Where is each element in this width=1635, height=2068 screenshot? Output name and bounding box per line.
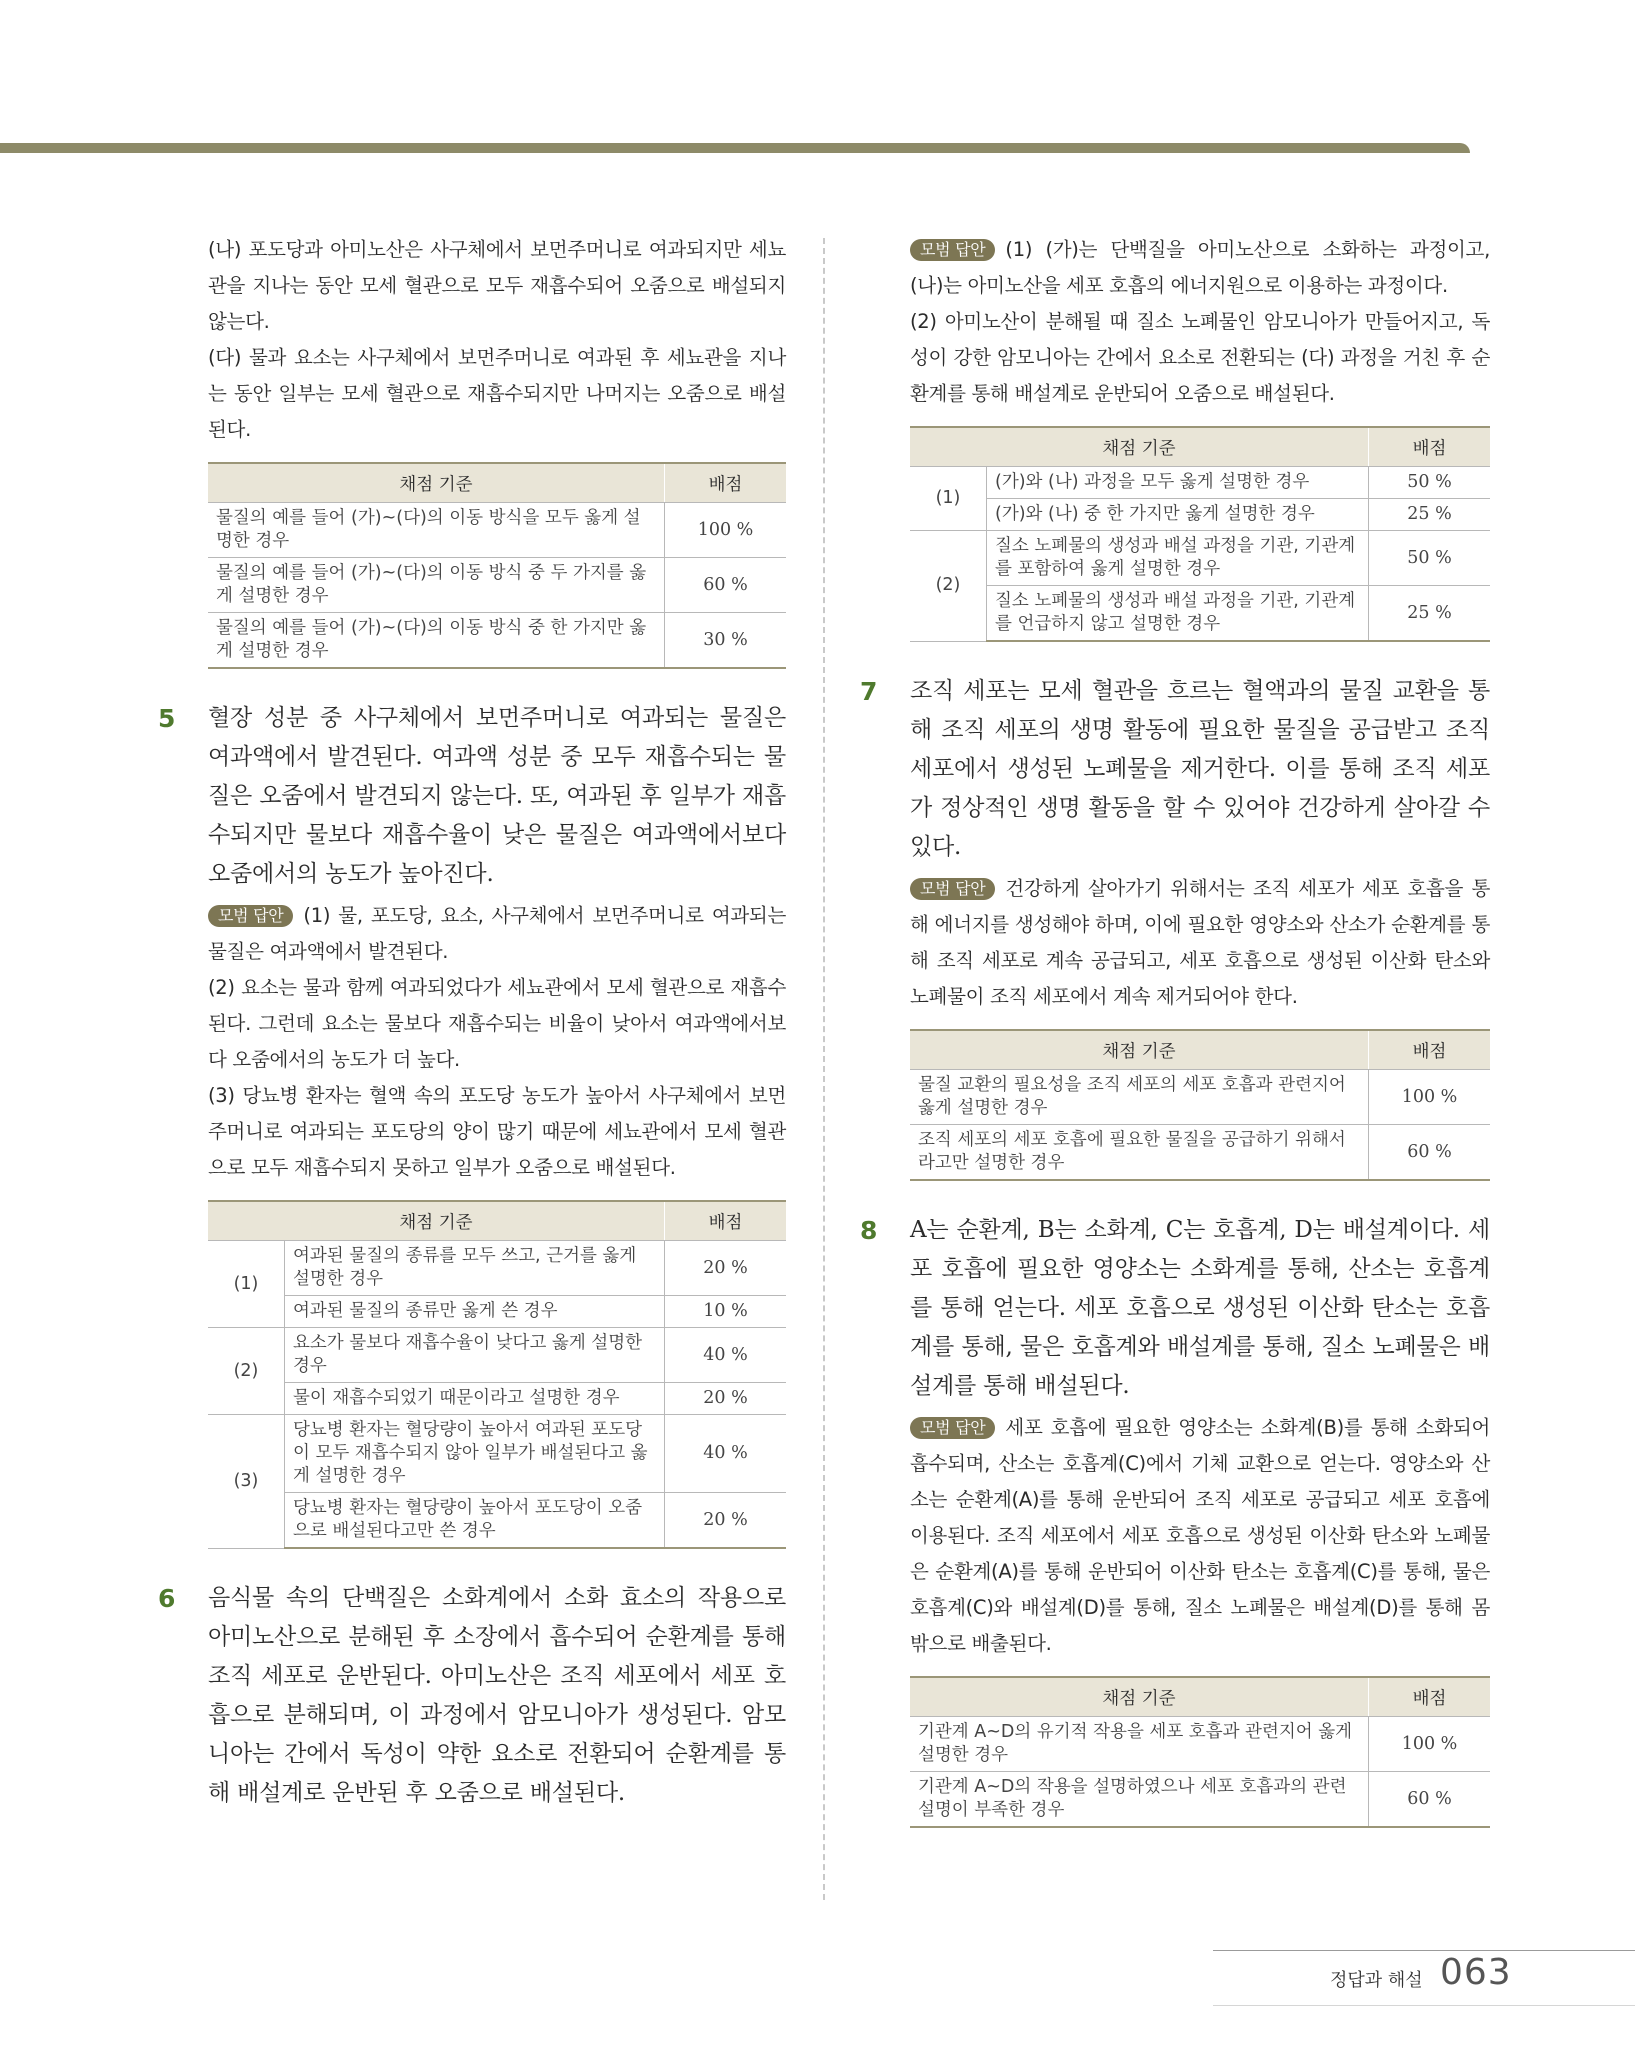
score-cell: 30 % bbox=[665, 613, 787, 669]
score-cell: 60 % bbox=[665, 558, 787, 613]
criteria-cell: 당뇨병 환자는 혈당량이 높아서 여과된 포도당이 모두 재흡수되지 않아 일부가 배설된다고 옳게 설명한 경우 bbox=[285, 1415, 665, 1493]
question-number: 6 bbox=[158, 1584, 176, 1613]
question-8 bbox=[860, 1211, 1490, 1828]
group-label: (1) bbox=[208, 1241, 285, 1328]
criteria-cell: 조직 세포의 세포 호흡에 필요한 물질을 공급하기 위해서라고만 설명한 경우 bbox=[910, 1125, 1369, 1181]
table-row bbox=[208, 1493, 786, 1549]
question-7 bbox=[860, 672, 1490, 1181]
criteria-cell: 기관계 A~D의 작용을 설명하였으나 세포 호흡과의 관련 설명이 부족한 경우 bbox=[910, 1772, 1369, 1828]
grading-table-q7 bbox=[910, 1029, 1490, 1181]
table-row bbox=[208, 1296, 786, 1328]
question-number: 7 bbox=[860, 677, 878, 706]
score-cell: 60 % bbox=[1369, 1125, 1491, 1181]
question-6 bbox=[158, 1579, 786, 1813]
question-text: 조직 세포는 모세 혈관을 흐르는 혈액과의 물질 교환을 통해 조직 세포의 생명 활동에 필요한 물질을 공급받고 조직 세포에서 생성된 노폐물을 제거한다. 이를 통해 조직 세포가 정상적인 생명 활동을 할 수 있어야 건강하게 살아갈 수 있다. bbox=[910, 678, 1490, 860]
criteria-cell: 물질의 예를 들어 (가)~(다)의 이동 방식 중 한 가지만 옳게 설명한 경우 bbox=[208, 613, 665, 669]
table-row bbox=[208, 613, 786, 669]
question-text: A는 순환계, B는 소화계, C는 호흡계, D는 배설계이다. 세포 호흡에 필요한 영양소는 소화계를 통해, 산소는 호흡계를 통해 얻는다. 세포 호흡으로 생성된 이산화 탄소는 호흡계를 통해, 물은 호흡계와 배설계를 통해, 질소 노폐물은 배설계를 통해 배설된다. bbox=[910, 1217, 1490, 1399]
question-number: 8 bbox=[860, 1216, 878, 1245]
criteria-cell: (가)와 (나) 과정을 모두 옳게 설명한 경우 bbox=[987, 467, 1369, 499]
criteria-cell: 물질 교환의 필요성을 조직 세포의 세포 호흡과 관련지어 옳게 설명한 경우 bbox=[910, 1070, 1369, 1125]
criteria-cell: 물질의 예를 들어 (가)~(다)의 이동 방식을 모두 옳게 설명한 경우 bbox=[208, 503, 665, 558]
score-cell: 50 % bbox=[1369, 531, 1491, 586]
question-text: 혈장 성분 중 사구체에서 보먼주머니로 여과되는 물질은 여과액에서 발견된다. 여과액 성분 중 모두 재흡수되는 물질은 오줌에서 발견되지 않는다. 또, 여과된 후 일부가 재흡수되지만 물보다 재흡수율이 낮은 물질은 여과액에서보다 오줌에서의 농도가 높아진다. bbox=[208, 705, 786, 887]
criteria-cell: 당뇨병 환자는 혈당량이 높아서 포도당이 오줌으로 배설된다고만 쓴 경우 bbox=[285, 1493, 665, 1549]
left-column bbox=[158, 232, 786, 1813]
score-cell: 25 % bbox=[1369, 586, 1491, 642]
model-answer-badge: 모범 답안 bbox=[910, 1417, 995, 1439]
grading-table-q5 bbox=[208, 1200, 786, 1549]
model-answer-badge: 모범 답안 bbox=[910, 878, 995, 900]
footer-rule bbox=[1213, 1950, 1635, 1951]
answer-line: (1) (가)는 단백질을 아미노산으로 소화하는 과정이고, (나)는 아미노산을 세포 호흡의 에너지원으로 이용하는 과정이다. bbox=[910, 238, 1490, 297]
table-header-score: 배점 bbox=[1369, 427, 1491, 467]
answer-line: (3) 당뇨병 환자는 혈액 속의 포도당 농도가 높아서 사구체에서 보먼주머니로 여과되는 포도당의 양이 많기 때문에 세뇨관에서 모세 혈관으로 모두 재흡수되지 못하고 일부가 오줌으로 배설된다. bbox=[208, 1084, 786, 1179]
table-row bbox=[910, 499, 1490, 531]
score-cell: 25 % bbox=[1369, 499, 1491, 531]
answer-line: 건강하게 살아가기 위해서는 조직 세포가 세포 호흡을 통해 에너지를 생성해야 하며, 이에 필요한 영양소와 산소가 순환계를 통해 조직 세포로 계속 공급되고, 세포 호흡으로 생성된 이산화 탄소와 노폐물이 조직 세포에서 계속 제거되어야 한다. bbox=[910, 877, 1490, 1008]
score-cell: 100 % bbox=[665, 503, 787, 558]
group-label: (1) bbox=[910, 467, 987, 531]
table-row bbox=[208, 1383, 786, 1415]
score-cell: 40 % bbox=[665, 1415, 787, 1493]
page-number: 063 bbox=[1440, 1952, 1512, 1993]
score-cell: 100 % bbox=[1369, 1717, 1491, 1772]
table-row bbox=[910, 1717, 1490, 1772]
column-divider bbox=[823, 238, 825, 1900]
score-cell: 20 % bbox=[665, 1493, 787, 1549]
table-header-criteria: 채점 기준 bbox=[910, 1677, 1369, 1717]
score-cell: 20 % bbox=[665, 1241, 787, 1296]
score-cell: 60 % bbox=[1369, 1772, 1491, 1828]
criteria-cell: 물이 재흡수되었기 때문이라고 설명한 경우 bbox=[285, 1383, 665, 1415]
table-header-score: 배점 bbox=[665, 1201, 787, 1241]
table-header-score: 배점 bbox=[1369, 1030, 1491, 1070]
table-row bbox=[208, 1328, 786, 1383]
intro-para-na: (나) 포도당과 아미노산은 사구체에서 보먼주머니로 여과되지만 세뇨관을 지나는 동안 모세 혈관으로 모두 재흡수되어 오줌으로 배설되지 않는다. bbox=[208, 238, 786, 333]
criteria-cell: 여과된 물질의 종류만 옳게 쓴 경우 bbox=[285, 1296, 665, 1328]
table-row bbox=[910, 531, 1490, 586]
intro-para-da: (다) 물과 요소는 사구체에서 보먼주머니로 여과된 후 세뇨관을 지나는 동안 일부는 모세 혈관으로 재흡수되지만 나머지는 오줌으로 배설된다. bbox=[208, 346, 786, 441]
top-rule bbox=[0, 143, 1470, 153]
table-row bbox=[208, 503, 786, 558]
answer-line: (1) 물, 포도당, 요소, 사구체에서 보먼주머니로 여과되는 물질은 여과액에서 발견된다. bbox=[208, 904, 786, 963]
model-answer-badge: 모범 답안 bbox=[910, 239, 995, 261]
table-row bbox=[910, 1125, 1490, 1181]
table-header-criteria: 채점 기준 bbox=[208, 463, 665, 503]
group-label: (3) bbox=[208, 1415, 285, 1549]
table-row bbox=[208, 1241, 786, 1296]
table-row bbox=[910, 586, 1490, 642]
group-label: (2) bbox=[910, 531, 987, 642]
question-number: 5 bbox=[158, 704, 176, 733]
criteria-cell: 기관계 A~D의 유기적 작용을 세포 호흡과 관련지어 옳게 설명한 경우 bbox=[910, 1717, 1369, 1772]
score-cell: 20 % bbox=[665, 1383, 787, 1415]
grading-table-q8 bbox=[910, 1676, 1490, 1828]
table-row bbox=[208, 1415, 786, 1493]
group-label: (2) bbox=[208, 1328, 285, 1415]
criteria-cell: 물질의 예를 들어 (가)~(다)의 이동 방식 중 두 가지를 옳게 설명한 경우 bbox=[208, 558, 665, 613]
table-header-criteria: 채점 기준 bbox=[910, 1030, 1369, 1070]
question-text: 음식물 속의 단백질은 소화계에서 소화 효소의 작용으로 아미노산으로 분해된 후 소장에서 흡수되어 순환계를 통해 조직 세포로 운반된다. 아미노산은 조직 세포에서 세포 호흡으로 분해되며, 이 과정에서 암모니아가 생성된다. 암모니아는 간에서 독성이 약한 요소로 전환되어 순환계를 통해 배설계로 운반된 후 오줌으로 배설된다. bbox=[208, 1585, 786, 1806]
right-column bbox=[860, 232, 1490, 1850]
criteria-cell: (가)와 (나) 중 한 가지만 옳게 설명한 경우 bbox=[987, 499, 1369, 531]
table-header-score: 배점 bbox=[665, 463, 787, 503]
criteria-cell: 요소가 물보다 재흡수율이 낮다고 옳게 설명한 경우 bbox=[285, 1328, 665, 1383]
score-cell: 10 % bbox=[665, 1296, 787, 1328]
criteria-cell: 질소 노폐물의 생성과 배설 과정을 기관, 기관계를 언급하지 않고 설명한 경우 bbox=[987, 586, 1369, 642]
table-row bbox=[208, 558, 786, 613]
table-row bbox=[910, 467, 1490, 499]
answer-line: 세포 호흡에 필요한 영양소는 소화계(B)를 통해 소화되어 흡수되며, 산소는 호흡계(C)에서 기체 교환으로 얻는다. 영양소와 산소는 순환계(A)를 통해 운반되어 조직 세포로 공급되고 세포 호흡에 이용된다. 조직 세포에서 세포 호흡으로 생성된 이산화 탄소와 노폐물은 순환계(A)를 통해 운반되어 이산화 탄소는 호흡계(C)를 통해, 물은 호흡계(C)와 배설계(D)를 통해, 질소 노폐물은 배설계(D)를 통해 몸 밖으로 배출된다. bbox=[910, 1416, 1490, 1655]
answer-line: (2) 아미노산이 분해될 때 질소 노폐물인 암모니아가 만들어지고, 독성이 강한 암모니아는 간에서 요소로 전환되는 (다) 과정을 거친 후 순환계를 통해 배설계로 운반되어 오줌으로 배설된다. bbox=[910, 310, 1490, 405]
footer-rule-bottom bbox=[1213, 2005, 1635, 2006]
criteria-cell: 여과된 물질의 종류를 모두 쓰고, 근거를 옳게 설명한 경우 bbox=[285, 1241, 665, 1296]
model-answer-badge: 모범 답안 bbox=[208, 905, 293, 927]
table-header-criteria: 채점 기준 bbox=[208, 1201, 665, 1241]
grading-table-q4 bbox=[208, 462, 786, 669]
table-header-score: 배점 bbox=[1369, 1677, 1491, 1717]
table-row bbox=[910, 1070, 1490, 1125]
table-header-criteria: 채점 기준 bbox=[910, 427, 1369, 467]
answer-line: (2) 요소는 물과 함께 여과되었다가 세뇨관에서 모세 혈관으로 재흡수된다. 그런데 요소는 물보다 재흡수되는 비율이 낮아서 여과액에서보다 오줌에서의 농도가 더 높다. bbox=[208, 976, 786, 1071]
score-cell: 50 % bbox=[1369, 467, 1491, 499]
question-6-answer bbox=[910, 232, 1490, 642]
criteria-cell: 질소 노폐물의 생성과 배설 과정을 기관, 기관계를 포함하여 옳게 설명한 경우 bbox=[987, 531, 1369, 586]
score-cell: 100 % bbox=[1369, 1070, 1491, 1125]
footer-section-label: 정답과 해설 bbox=[1330, 1970, 1423, 1991]
question-5 bbox=[158, 699, 786, 1549]
score-cell: 40 % bbox=[665, 1328, 787, 1383]
grading-table-q6 bbox=[910, 426, 1490, 642]
table-row bbox=[910, 1772, 1490, 1828]
